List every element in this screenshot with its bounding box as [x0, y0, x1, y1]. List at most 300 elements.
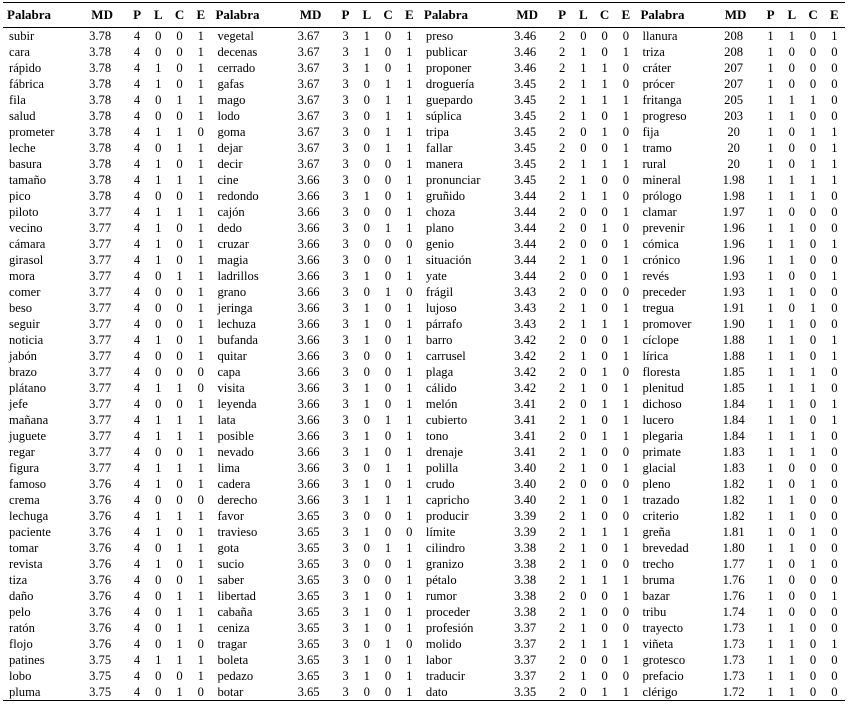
- word-cell: proceder: [425, 605, 470, 619]
- p-cell: 2: [558, 573, 566, 587]
- e-cell: 0: [831, 109, 838, 123]
- e-cell: 1: [197, 621, 204, 635]
- word-cell: clérigo: [636, 684, 707, 701]
- p-cell: 1: [767, 637, 774, 651]
- e-cell: 0: [831, 93, 838, 107]
- c-cell: 0: [601, 381, 608, 395]
- word-cell: drenaje: [425, 445, 463, 459]
- c-cell: 0: [809, 109, 817, 123]
- e-cell: 1: [622, 637, 629, 651]
- word-cell: droguería: [425, 77, 475, 91]
- p-cell: 3: [342, 669, 349, 683]
- md-cell: 3.77: [89, 381, 112, 395]
- c-cell: 0: [176, 237, 183, 251]
- md-cell: 1.96: [722, 221, 745, 235]
- l-cell: 0: [788, 477, 795, 491]
- c-cell: 0: [601, 589, 608, 603]
- md-cell: 3.77: [89, 461, 112, 475]
- l-cell: 1: [155, 221, 162, 235]
- md-cell: 3.77: [89, 253, 112, 267]
- l-cell: 0: [155, 29, 162, 43]
- e-cell: 1: [622, 461, 629, 475]
- l-cell: 1: [363, 445, 370, 459]
- word-cell: quitar: [217, 349, 247, 363]
- c-cell: 1: [594, 684, 615, 701]
- md-cell: 3.76: [89, 557, 112, 571]
- header-md-1: MD: [74, 3, 127, 28]
- e-cell: 1: [622, 381, 629, 395]
- c-cell: 1: [809, 557, 817, 571]
- word-cell: clamar: [642, 205, 677, 219]
- md-cell: 3.77: [89, 221, 112, 235]
- p-cell: 2: [558, 45, 566, 59]
- e-cell: 1: [406, 125, 413, 139]
- word-cell: dedo: [217, 221, 242, 235]
- p-cell: 1: [767, 269, 774, 283]
- c-cell: 1: [601, 221, 608, 235]
- e-cell: 1: [622, 653, 629, 667]
- l-cell: 1: [580, 557, 587, 571]
- c-cell: 0: [384, 605, 392, 619]
- word-cell: labor: [425, 653, 452, 667]
- p-cell: 2: [558, 493, 566, 507]
- md-cell: 1.88: [722, 333, 745, 347]
- p-cell: 2: [558, 637, 566, 651]
- e-cell: 0: [622, 125, 629, 139]
- p-cell: 1: [760, 684, 781, 701]
- p-cell: 2: [551, 684, 572, 701]
- c-cell: 0: [809, 285, 817, 299]
- e-cell: 1: [197, 269, 204, 283]
- word-cell: fija: [642, 125, 660, 139]
- md-cell: 3.66: [297, 317, 320, 331]
- md-cell: 1.93: [722, 285, 745, 299]
- e-cell: 1: [197, 429, 204, 443]
- p-cell: 1: [767, 461, 774, 475]
- word-cell: ratón: [9, 621, 35, 635]
- table-row: [3, 60, 845, 76]
- word-cell: tono: [425, 429, 449, 443]
- c-cell: 0: [601, 109, 608, 123]
- l-cell: 1: [363, 621, 370, 635]
- l-cell: 0: [580, 653, 587, 667]
- md-cell: 3.65: [282, 684, 335, 701]
- e-cell: 1: [406, 61, 413, 75]
- word-cell: juguete: [9, 429, 47, 443]
- e-cell: 0: [622, 669, 629, 683]
- header-p-2: P: [335, 3, 356, 28]
- c-cell: 0: [176, 493, 183, 507]
- table-row: [3, 252, 845, 268]
- l-cell: 1: [155, 429, 162, 443]
- md-cell: 1.82: [722, 509, 745, 523]
- table-row: [3, 348, 845, 364]
- p-cell: 4: [133, 445, 141, 459]
- l-cell: 0: [580, 285, 587, 299]
- md-cell: 3.77: [89, 301, 112, 315]
- e-cell: 1: [831, 29, 838, 43]
- table-row: [3, 268, 845, 284]
- c-cell: 1: [601, 397, 608, 411]
- word-cell: choza: [425, 205, 456, 219]
- table-row: [3, 460, 845, 476]
- e-cell: 1: [622, 349, 629, 363]
- p-cell: 3: [342, 269, 349, 283]
- p-cell: 1: [767, 349, 774, 363]
- p-cell: 1: [767, 205, 774, 219]
- p-cell: 1: [767, 509, 774, 523]
- e-cell: 0: [622, 77, 629, 91]
- md-cell: 1.84: [722, 429, 745, 443]
- c-cell: 1: [176, 621, 183, 635]
- c-cell: 1: [601, 525, 608, 539]
- p-cell: 3: [342, 525, 349, 539]
- md-cell: 3.66: [297, 365, 320, 379]
- l-cell: 1: [788, 29, 795, 43]
- p-cell: 4: [133, 157, 141, 171]
- p-cell: 4: [133, 125, 141, 139]
- e-cell: 1: [197, 61, 204, 75]
- e-cell: 0: [406, 237, 413, 251]
- p-cell: 3: [342, 349, 349, 363]
- word-cell: patines: [9, 653, 45, 667]
- word-cell: cíclope: [642, 333, 679, 347]
- word-cell: tripa: [425, 125, 449, 139]
- p-cell: 3: [342, 493, 349, 507]
- word-cell: llanura: [642, 29, 678, 43]
- e-cell: 1: [406, 413, 413, 427]
- table-row: [3, 156, 845, 172]
- l-cell: 0: [363, 237, 370, 251]
- word-cell: prócer: [642, 77, 675, 91]
- c-cell: 0: [384, 445, 392, 459]
- e-cell: 1: [197, 509, 204, 523]
- e-cell: 1: [406, 253, 413, 267]
- c-cell: 0: [601, 29, 608, 43]
- c-cell: 0: [176, 573, 183, 587]
- md-cell: 3.78: [89, 45, 112, 59]
- c-cell: 0: [176, 221, 183, 235]
- l-cell: 1: [155, 61, 162, 75]
- word-cell: mineral: [642, 173, 681, 187]
- md-cell: 3.45: [514, 125, 537, 139]
- word-cell: tragar: [217, 637, 247, 651]
- e-cell: 1: [197, 605, 204, 619]
- p-cell: 3: [342, 573, 349, 587]
- word-cell: subir: [9, 29, 35, 43]
- p-cell: 4: [133, 301, 141, 315]
- p-cell: 3: [342, 301, 349, 315]
- word-cell: prevenir: [642, 221, 685, 235]
- md-cell: 3.66: [297, 397, 320, 411]
- l-cell: 1: [363, 525, 370, 539]
- l-cell: 1: [363, 269, 370, 283]
- word-cell: prólogo: [642, 189, 682, 203]
- c-cell: 0: [176, 77, 183, 91]
- c-cell: 1: [384, 285, 392, 299]
- md-cell: 1.76: [722, 573, 745, 587]
- word-cell: vegetal: [217, 29, 254, 43]
- e-cell: 1: [406, 493, 413, 507]
- c-cell: 0: [601, 413, 608, 427]
- word-cell: gota: [217, 541, 240, 555]
- md-cell: 203: [724, 109, 744, 123]
- word-cell: cadera: [217, 477, 251, 491]
- c-cell: 0: [384, 589, 392, 603]
- e-cell: 0: [831, 189, 838, 203]
- e-cell: 1: [622, 45, 629, 59]
- md-cell: 3.65: [297, 669, 320, 683]
- word-cell: capa: [217, 365, 241, 379]
- e-cell: 1: [197, 333, 204, 347]
- c-cell: 0: [601, 605, 608, 619]
- l-cell: 0: [356, 684, 377, 701]
- l-cell: 0: [155, 637, 162, 651]
- header-md-2: MD: [282, 3, 335, 28]
- p-cell: 4: [133, 109, 141, 123]
- p-cell: 4: [133, 541, 141, 555]
- p-cell: 3: [342, 173, 349, 187]
- md-cell: 3.46: [514, 45, 537, 59]
- c-cell: 1: [384, 141, 392, 155]
- header-md-3: MD: [499, 3, 552, 28]
- word-cell: pétalo: [425, 573, 457, 587]
- md-cell: 3.77: [89, 445, 112, 459]
- word-cell: bazar: [642, 589, 670, 603]
- e-cell: 0: [622, 173, 629, 187]
- p-cell: 2: [558, 61, 566, 75]
- c-cell: 1: [384, 637, 392, 651]
- c-cell: 0: [384, 253, 392, 267]
- e-cell: 1: [197, 189, 204, 203]
- word-cell: súplica: [425, 109, 462, 123]
- c-cell: 0: [384, 205, 392, 219]
- p-cell: 4: [133, 29, 141, 43]
- md-cell: 3.77: [89, 397, 112, 411]
- e-cell: 0: [622, 365, 629, 379]
- c-cell: 1: [169, 684, 190, 701]
- md-cell: 3.76: [89, 477, 112, 491]
- e-cell: 1: [406, 573, 413, 587]
- e-cell: 0: [831, 605, 838, 619]
- e-cell: 0: [831, 381, 838, 395]
- md-cell: 3.42: [514, 365, 537, 379]
- c-cell: 0: [384, 429, 392, 443]
- md-cell: 3.43: [514, 285, 537, 299]
- table-row: [3, 364, 845, 380]
- word-cell: bruma: [642, 573, 675, 587]
- l-cell: 1: [363, 317, 370, 331]
- l-cell: 1: [788, 253, 795, 267]
- c-cell: 1: [601, 573, 608, 587]
- c-cell: 0: [809, 637, 817, 651]
- table-row: [3, 588, 845, 604]
- c-cell: 0: [384, 301, 392, 315]
- e-cell: 1: [197, 45, 204, 59]
- md-cell: 3.78: [89, 109, 112, 123]
- p-cell: 1: [767, 125, 774, 139]
- word-cell: fila: [9, 93, 26, 107]
- c-cell: 0: [809, 61, 817, 75]
- p-cell: 4: [133, 397, 141, 411]
- c-cell: 0: [384, 381, 392, 395]
- e-cell: 0: [831, 509, 838, 523]
- l-cell: 1: [580, 173, 587, 187]
- p-cell: 2: [558, 525, 566, 539]
- l-cell: 1: [580, 381, 587, 395]
- word-cell: límite: [425, 525, 456, 539]
- l-cell: 0: [363, 461, 370, 475]
- md-cell: 3.77: [89, 365, 112, 379]
- p-cell: 1: [767, 653, 774, 667]
- word-cell: decenas: [217, 45, 258, 59]
- word-cell: leyenda: [217, 397, 257, 411]
- md-cell: 3.65: [297, 557, 320, 571]
- md-cell: 3.76: [89, 589, 112, 603]
- md-cell: 3.75: [89, 653, 112, 667]
- word-cell: pleno: [642, 477, 671, 491]
- e-cell: 1: [406, 109, 413, 123]
- word-cell: saber: [217, 573, 245, 587]
- word-cell: grotesco: [642, 653, 686, 667]
- table-row: [3, 652, 845, 668]
- l-cell: 0: [363, 93, 370, 107]
- word-norms-table-sheet: [3, 2, 845, 701]
- c-cell: 1: [601, 93, 608, 107]
- md-cell: 208: [724, 45, 744, 59]
- p-cell: 4: [133, 205, 141, 219]
- l-cell: 0: [580, 365, 587, 379]
- l-cell: 1: [363, 45, 370, 59]
- md-cell: 3.65: [297, 653, 320, 667]
- l-cell: 1: [788, 109, 795, 123]
- p-cell: 4: [133, 525, 141, 539]
- c-cell: 1: [384, 109, 392, 123]
- l-cell: 1: [580, 93, 587, 107]
- md-cell: 3.44: [514, 221, 537, 235]
- md-cell: 3.39: [514, 509, 537, 523]
- p-cell: 2: [558, 397, 566, 411]
- e-cell: 1: [406, 221, 413, 235]
- l-cell: 0: [155, 109, 162, 123]
- word-cell: regar: [9, 445, 35, 459]
- e-cell: 0: [831, 429, 838, 443]
- e-cell: 1: [197, 349, 204, 363]
- c-cell: 0: [809, 253, 817, 267]
- md-cell: 3.77: [89, 429, 112, 443]
- md-cell: 1.77: [722, 557, 745, 571]
- e-cell: 1: [406, 477, 413, 491]
- l-cell: 0: [363, 205, 370, 219]
- p-cell: 3: [342, 365, 349, 379]
- md-cell: 3.66: [297, 173, 320, 187]
- md-cell: 3.45: [514, 173, 537, 187]
- p-cell: 1: [767, 93, 774, 107]
- l-cell: 1: [363, 589, 370, 603]
- md-cell: 3.65: [297, 541, 320, 555]
- l-cell: 1: [155, 461, 162, 475]
- c-cell: 0: [384, 29, 392, 43]
- c-cell: 1: [176, 141, 183, 155]
- c-cell: 0: [176, 365, 183, 379]
- l-cell: 0: [788, 205, 795, 219]
- e-cell: 0: [197, 125, 204, 139]
- e-cell: 1: [622, 109, 629, 123]
- word-cell: magia: [217, 253, 249, 267]
- md-cell: 1.84: [722, 397, 745, 411]
- l-cell: 1: [788, 93, 795, 107]
- md-cell: 3.41: [514, 429, 537, 443]
- table-row: [3, 92, 845, 108]
- e-cell: 0: [831, 205, 838, 219]
- l-cell: 1: [580, 461, 587, 475]
- l-cell: 1: [580, 541, 587, 555]
- word-cell: brevedad: [642, 541, 689, 555]
- md-cell: 3.38: [514, 557, 537, 571]
- p-cell: 3: [342, 637, 349, 651]
- p-cell: 4: [133, 381, 141, 395]
- p-cell: 2: [558, 93, 566, 107]
- l-cell: 0: [155, 317, 162, 331]
- p-cell: 2: [558, 205, 566, 219]
- word-cell: dichoso: [642, 397, 682, 411]
- word-cell: tregua: [642, 301, 674, 315]
- md-cell: 3.65: [297, 621, 320, 635]
- word-cell: plegaria: [642, 429, 684, 443]
- e-cell: 1: [831, 349, 838, 363]
- table-row: [3, 476, 845, 492]
- p-cell: 3: [342, 237, 349, 251]
- l-cell: 1: [788, 365, 795, 379]
- word-cell: cilindro: [425, 541, 466, 555]
- md-cell: 1.85: [722, 365, 745, 379]
- word-cell: tribu: [642, 605, 667, 619]
- l-cell: 1: [155, 173, 162, 187]
- p-cell: 1: [767, 605, 774, 619]
- e-cell: 1: [197, 205, 204, 219]
- l-cell: 0: [580, 333, 587, 347]
- p-cell: 2: [558, 365, 566, 379]
- l-cell: 1: [580, 45, 587, 59]
- p-cell: 4: [133, 269, 141, 283]
- md-cell: 1.82: [722, 477, 745, 491]
- e-cell: 1: [406, 669, 413, 683]
- p-cell: 3: [342, 205, 349, 219]
- e-cell: 1: [197, 29, 204, 43]
- l-cell: 0: [155, 141, 162, 155]
- l-cell: 0: [155, 445, 162, 459]
- md-cell: 3.40: [514, 477, 537, 491]
- c-cell: 0: [176, 45, 183, 59]
- p-cell: 2: [558, 429, 566, 443]
- e-cell: 0: [831, 669, 838, 683]
- c-cell: 1: [176, 461, 183, 475]
- word-cell: mora: [9, 269, 35, 283]
- p-cell: 1: [767, 77, 774, 91]
- p-cell: 1: [767, 413, 774, 427]
- e-cell: 1: [197, 589, 204, 603]
- header-p-1: P: [126, 3, 147, 28]
- header-c-3: C: [594, 3, 615, 28]
- p-cell: 1: [767, 541, 774, 555]
- e-cell: 1: [406, 29, 413, 43]
- c-cell: 1: [809, 93, 817, 107]
- p-cell: 3: [342, 397, 349, 411]
- c-cell: 1: [809, 525, 817, 539]
- l-cell: 0: [363, 125, 370, 139]
- p-cell: 2: [558, 285, 566, 299]
- c-cell: 1: [176, 413, 183, 427]
